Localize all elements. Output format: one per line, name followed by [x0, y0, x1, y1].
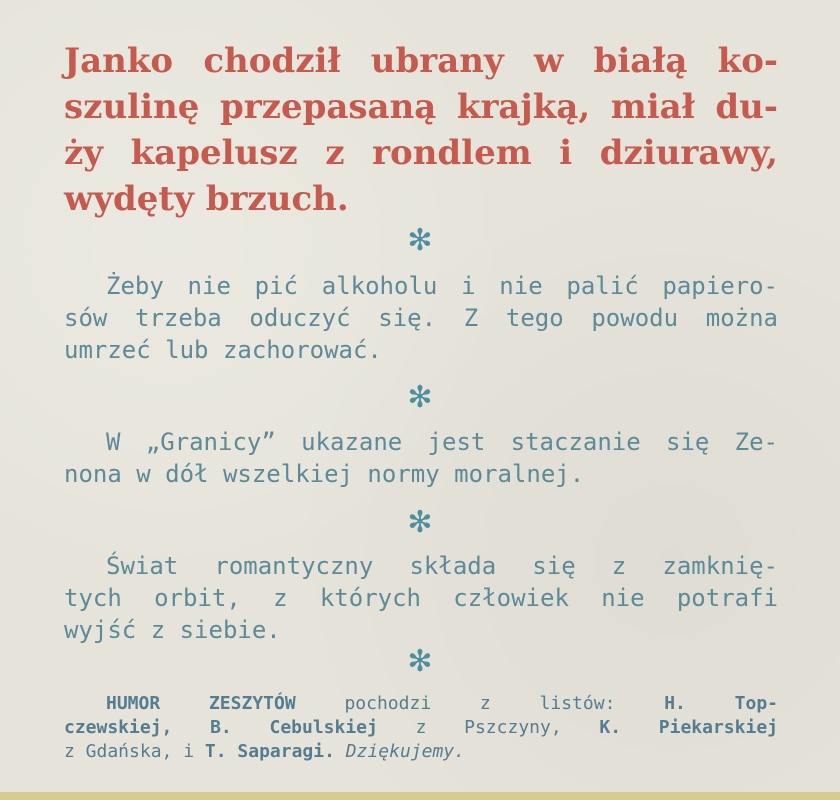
- paragraph-line: tych orbit, z których człowiek nie potrafi: [64, 584, 778, 612]
- footer-line: [64, 716, 778, 740]
- footer-heading: HUMOR ZESZYTÓW: [106, 693, 296, 714]
- asterisk-icon: ✻: [407, 223, 433, 258]
- headline-line: ży kapelusz z rondlem i dziurawy,: [64, 133, 778, 173]
- asterisk-icon: ✻: [407, 380, 433, 415]
- headline-paragraph: [64, 38, 778, 222]
- footer-name: H. Top-: [664, 693, 779, 714]
- paragraph-line: W „Granicy” ukazane jest staczanie się Ze-: [106, 428, 778, 456]
- bottom-strip: [0, 792, 840, 800]
- footer-line: [64, 740, 778, 764]
- footer-text: z Pszczyny,: [377, 717, 600, 738]
- paragraph-line: Żeby nie pić alkoholu i nie palić papiero-: [106, 272, 778, 300]
- asterisk-icon: ✻: [407, 505, 433, 540]
- footer-name: K. Piekarskiej: [599, 717, 778, 738]
- footer-name: czewskiej, B. Cebulskiej: [64, 717, 378, 738]
- paragraph-2: [64, 426, 778, 490]
- footer-thanks: Dziękujemy.: [345, 741, 465, 762]
- headline-line: wydęty brzuch.: [64, 179, 349, 219]
- headline-line: Janko chodził ubrany w białą ko-: [64, 41, 778, 81]
- paragraph-line: Świat romantyczny składa się z zamknię-: [106, 552, 778, 580]
- paragraph-line: nona w dół wszelkiej normy moralnej.: [64, 460, 585, 488]
- headline-line: szulinę przepasaną krajką, miał du-: [64, 87, 778, 127]
- paragraph-3: [64, 550, 778, 646]
- footer-text: z Gdańska, i: [64, 741, 205, 762]
- asterisk-icon: ✻: [407, 644, 433, 679]
- footer-text: [335, 741, 346, 762]
- paragraph-line: wyjść z siebie.: [64, 616, 281, 644]
- paragraph-line: umrzeć lub zachorować.: [64, 336, 382, 364]
- paragraph-1: [64, 270, 778, 366]
- footer-name: T. Saparagi.: [204, 741, 335, 762]
- credits-footer: [64, 692, 778, 764]
- footer-line: [64, 692, 778, 716]
- footer-text: pochodzi z listów:: [295, 693, 665, 714]
- paragraph-line: sów trzeba oduczyć się. Z tego powodu można: [64, 304, 778, 332]
